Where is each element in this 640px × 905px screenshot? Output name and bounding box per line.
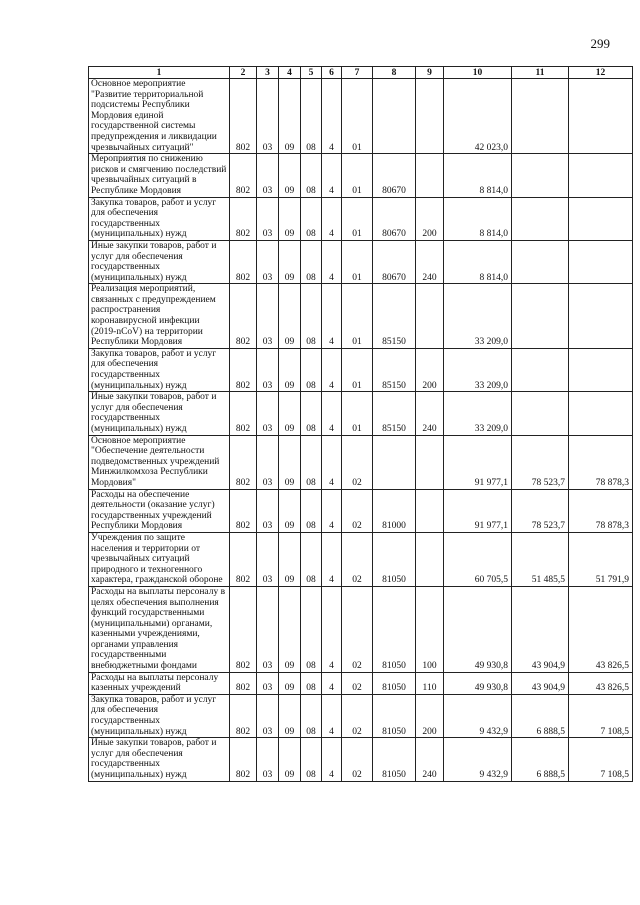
event-code-cell: 01 (342, 197, 373, 240)
section-code-cell: 03 (257, 489, 279, 532)
col-header: 10 (444, 67, 512, 79)
section-code-cell: 03 (257, 694, 279, 737)
subsection-code-cell: 09 (279, 532, 301, 586)
amount-year2-cell (512, 79, 569, 154)
amount-year3-cell (569, 392, 633, 435)
expense-type-cell (416, 154, 444, 197)
direction-code-cell: 81000 (373, 489, 416, 532)
row-name-cell: Иные закупки товаров, работ и услуг для обеспечения государственных (муниципальных) нужд (89, 738, 230, 781)
budget-table (88, 66, 633, 782)
amount-year2-cell (512, 240, 569, 283)
direction-code-cell: 81050 (373, 672, 416, 694)
table-row (89, 197, 633, 240)
amount-year1-cell: 60 705,5 (444, 532, 512, 586)
subsection-code-cell: 09 (279, 586, 301, 672)
program-code-cell: 08 (301, 197, 322, 240)
row-name-cell: Закупка товаров, работ и услуг для обеспечения государственных (муниципальных) нужд (89, 348, 230, 391)
section-code-cell: 03 (257, 435, 279, 489)
col-header: 12 (569, 67, 633, 79)
amount-year1-cell: 91 977,1 (444, 435, 512, 489)
subsection-code-cell: 09 (279, 154, 301, 197)
section-code-cell: 03 (257, 197, 279, 240)
amount-year2-cell: 51 485,5 (512, 532, 569, 586)
subsection-code-cell: 09 (279, 240, 301, 283)
amount-year2-cell: 78 523,7 (512, 489, 569, 532)
expense-type-cell (416, 489, 444, 532)
amount-year3-cell (569, 79, 633, 154)
ministry-code-cell: 802 (230, 586, 257, 672)
subprogram-code-cell: 4 (322, 489, 342, 532)
event-code-cell: 02 (342, 672, 373, 694)
table-row (89, 348, 633, 391)
amount-year2-cell: 43 904,9 (512, 586, 569, 672)
col-header: 8 (373, 67, 416, 79)
table-row (89, 586, 633, 672)
expense-type-cell: 200 (416, 348, 444, 391)
table-row (89, 738, 633, 781)
direction-code-cell: 80670 (373, 197, 416, 240)
subprogram-code-cell: 4 (322, 392, 342, 435)
program-code-cell: 08 (301, 435, 322, 489)
ministry-code-cell: 802 (230, 738, 257, 781)
amount-year2-cell (512, 284, 569, 349)
ministry-code-cell: 802 (230, 154, 257, 197)
amount-year1-cell: 33 209,0 (444, 348, 512, 391)
amount-year2-cell: 6 888,5 (512, 694, 569, 737)
section-code-cell: 03 (257, 672, 279, 694)
program-code-cell: 08 (301, 532, 322, 586)
direction-code-cell: 85150 (373, 284, 416, 349)
event-code-cell: 01 (342, 348, 373, 391)
row-name-cell: Иные закупки товаров, работ и услуг для обеспечения государственных (муниципальных) нужд (89, 240, 230, 283)
subprogram-code-cell: 4 (322, 240, 342, 283)
event-code-cell: 02 (342, 738, 373, 781)
ministry-code-cell: 802 (230, 489, 257, 532)
expense-type-cell: 240 (416, 392, 444, 435)
col-header: 6 (322, 67, 342, 79)
expense-type-cell: 110 (416, 672, 444, 694)
program-code-cell: 08 (301, 284, 322, 349)
section-code-cell: 03 (257, 154, 279, 197)
expense-type-cell: 240 (416, 240, 444, 283)
amount-year3-cell (569, 284, 633, 349)
col-header: 2 (230, 67, 257, 79)
col-header: 9 (416, 67, 444, 79)
amount-year1-cell: 49 930,8 (444, 672, 512, 694)
section-code-cell: 03 (257, 586, 279, 672)
event-code-cell: 01 (342, 79, 373, 154)
direction-code-cell: 81050 (373, 694, 416, 737)
amount-year3-cell: 7 108,5 (569, 738, 633, 781)
program-code-cell: 08 (301, 489, 322, 532)
table-row (89, 672, 633, 694)
ministry-code-cell: 802 (230, 348, 257, 391)
expense-type-cell (416, 284, 444, 349)
ministry-code-cell: 802 (230, 392, 257, 435)
subsection-code-cell: 09 (279, 79, 301, 154)
amount-year3-cell: 51 791,9 (569, 532, 633, 586)
expense-type-cell (416, 532, 444, 586)
program-code-cell: 08 (301, 79, 322, 154)
program-code-cell: 08 (301, 348, 322, 391)
ministry-code-cell: 802 (230, 240, 257, 283)
row-name-cell: Расходы на выплаты персоналу казенных учреждений (89, 672, 230, 694)
direction-code-cell: 80670 (373, 240, 416, 283)
direction-code-cell: 81050 (373, 532, 416, 586)
subprogram-code-cell: 4 (322, 197, 342, 240)
ministry-code-cell: 802 (230, 197, 257, 240)
amount-year2-cell: 78 523,7 (512, 435, 569, 489)
direction-code-cell: 81050 (373, 586, 416, 672)
amount-year3-cell (569, 154, 633, 197)
amount-year1-cell: 49 930,8 (444, 586, 512, 672)
header-row (89, 67, 633, 79)
subprogram-code-cell: 4 (322, 532, 342, 586)
subprogram-code-cell: 4 (322, 672, 342, 694)
direction-code-cell (373, 435, 416, 489)
table-row (89, 154, 633, 197)
direction-code-cell: 80670 (373, 154, 416, 197)
section-code-cell: 03 (257, 240, 279, 283)
ministry-code-cell: 802 (230, 672, 257, 694)
event-code-cell: 02 (342, 435, 373, 489)
amount-year1-cell: 91 977,1 (444, 489, 512, 532)
row-name-cell: Закупка товаров, работ и услуг для обеспечения государственных (муниципальных) нужд (89, 197, 230, 240)
amount-year1-cell: 33 209,0 (444, 284, 512, 349)
section-code-cell: 03 (257, 79, 279, 154)
event-code-cell: 02 (342, 586, 373, 672)
table-row (89, 79, 633, 154)
ministry-code-cell: 802 (230, 694, 257, 737)
amount-year1-cell: 8 814,0 (444, 240, 512, 283)
expense-type-cell: 240 (416, 738, 444, 781)
direction-code-cell: 85150 (373, 392, 416, 435)
amount-year3-cell: 7 108,5 (569, 694, 633, 737)
direction-code-cell: 85150 (373, 348, 416, 391)
amount-year3-cell (569, 348, 633, 391)
amount-year3-cell: 78 878,3 (569, 489, 633, 532)
event-code-cell: 02 (342, 694, 373, 737)
amount-year2-cell (512, 154, 569, 197)
amount-year3-cell (569, 240, 633, 283)
subprogram-code-cell: 4 (322, 348, 342, 391)
expense-type-cell: 200 (416, 197, 444, 240)
event-code-cell: 01 (342, 240, 373, 283)
section-code-cell: 03 (257, 392, 279, 435)
subsection-code-cell: 09 (279, 284, 301, 349)
subsection-code-cell: 09 (279, 435, 301, 489)
program-code-cell: 08 (301, 738, 322, 781)
amount-year1-cell: 42 023,0 (444, 79, 512, 154)
col-header: 11 (512, 67, 569, 79)
amount-year3-cell: 78 878,3 (569, 435, 633, 489)
program-code-cell: 08 (301, 240, 322, 283)
subsection-code-cell: 09 (279, 348, 301, 391)
row-name-cell: Учреждения по защите населения и территории от чрезвычайных ситуаций природного и техногенного характера, гражданской обороне (89, 532, 230, 586)
subprogram-code-cell: 4 (322, 154, 342, 197)
amount-year1-cell: 33 209,0 (444, 392, 512, 435)
amount-year2-cell: 6 888,5 (512, 738, 569, 781)
expense-type-cell (416, 435, 444, 489)
row-name-cell: Иные закупки товаров, работ и услуг для обеспечения государственных (муниципальных) нужд (89, 392, 230, 435)
table-row (89, 694, 633, 737)
direction-code-cell: 81050 (373, 738, 416, 781)
subsection-code-cell: 09 (279, 738, 301, 781)
subsection-code-cell: 09 (279, 672, 301, 694)
expense-type-cell (416, 79, 444, 154)
subprogram-code-cell: 4 (322, 738, 342, 781)
section-code-cell: 03 (257, 532, 279, 586)
program-code-cell: 08 (301, 586, 322, 672)
event-code-cell: 01 (342, 154, 373, 197)
table-row (89, 435, 633, 489)
amount-year3-cell (569, 197, 633, 240)
section-code-cell: 03 (257, 738, 279, 781)
expense-type-cell: 200 (416, 694, 444, 737)
section-code-cell: 03 (257, 348, 279, 391)
ministry-code-cell: 802 (230, 532, 257, 586)
section-code-cell: 03 (257, 284, 279, 349)
table-row (89, 240, 633, 283)
row-name-cell: Реализация мероприятий, связанных с предупреждением распространения коронавирусной инфекции (2019-nCoV) на территории Республики Мордовия (89, 284, 230, 349)
col-header: 4 (279, 67, 301, 79)
amount-year3-cell: 43 826,5 (569, 672, 633, 694)
subsection-code-cell: 09 (279, 197, 301, 240)
amount-year1-cell: 8 814,0 (444, 154, 512, 197)
row-name-cell: Расходы на выплаты персоналу в целях обеспечения выполнения функций государственными (муниципальными) органами, казенными учреждениями, органами управления государственными внебюджетными фондами (89, 586, 230, 672)
expense-type-cell: 100 (416, 586, 444, 672)
amount-year2-cell: 43 904,9 (512, 672, 569, 694)
col-header: 7 (342, 67, 373, 79)
table-row (89, 392, 633, 435)
amount-year1-cell: 8 814,0 (444, 197, 512, 240)
program-code-cell: 08 (301, 392, 322, 435)
subsection-code-cell: 09 (279, 694, 301, 737)
col-header: 3 (257, 67, 279, 79)
event-code-cell: 01 (342, 392, 373, 435)
program-code-cell: 08 (301, 672, 322, 694)
event-code-cell: 01 (342, 284, 373, 349)
amount-year1-cell: 9 432,9 (444, 738, 512, 781)
subprogram-code-cell: 4 (322, 284, 342, 349)
amount-year2-cell (512, 348, 569, 391)
amount-year2-cell (512, 392, 569, 435)
page-number: 299 (590, 36, 610, 51)
amount-year3-cell: 43 826,5 (569, 586, 633, 672)
row-name-cell: Основное мероприятие "Развитие территориальной подсистемы Республики Мордовия единой государственной системы предупреждения и ликвидации чрезвычайных ситуаций" (89, 79, 230, 154)
direction-code-cell (373, 79, 416, 154)
table-row (89, 284, 633, 349)
col-header: 1 (89, 67, 230, 79)
event-code-cell: 02 (342, 532, 373, 586)
program-code-cell: 08 (301, 154, 322, 197)
row-name-cell: Мероприятия по снижению рисков и смягчению последствий чрезвычайных ситуаций в Республике Мордовия (89, 154, 230, 197)
subprogram-code-cell: 4 (322, 79, 342, 154)
subsection-code-cell: 09 (279, 489, 301, 532)
row-name-cell: Основное мероприятие "Обеспечение деятельности подведомственных учреждений Минжилкомхоза Республики Мордовия" (89, 435, 230, 489)
table-row (89, 489, 633, 532)
ministry-code-cell: 802 (230, 435, 257, 489)
row-name-cell: Закупка товаров, работ и услуг для обеспечения государственных (муниципальных) нужд (89, 694, 230, 737)
table-row (89, 532, 633, 586)
subsection-code-cell: 09 (279, 392, 301, 435)
amount-year1-cell: 9 432,9 (444, 694, 512, 737)
ministry-code-cell: 802 (230, 284, 257, 349)
subprogram-code-cell: 4 (322, 694, 342, 737)
ministry-code-cell: 802 (230, 79, 257, 154)
subprogram-code-cell: 4 (322, 586, 342, 672)
amount-year2-cell (512, 197, 569, 240)
program-code-cell: 08 (301, 694, 322, 737)
col-header: 5 (301, 67, 322, 79)
event-code-cell: 02 (342, 489, 373, 532)
row-name-cell: Расходы на обеспечение деятельности (оказание услуг) государственных учреждений Республики Мордовия (89, 489, 230, 532)
subprogram-code-cell: 4 (322, 435, 342, 489)
